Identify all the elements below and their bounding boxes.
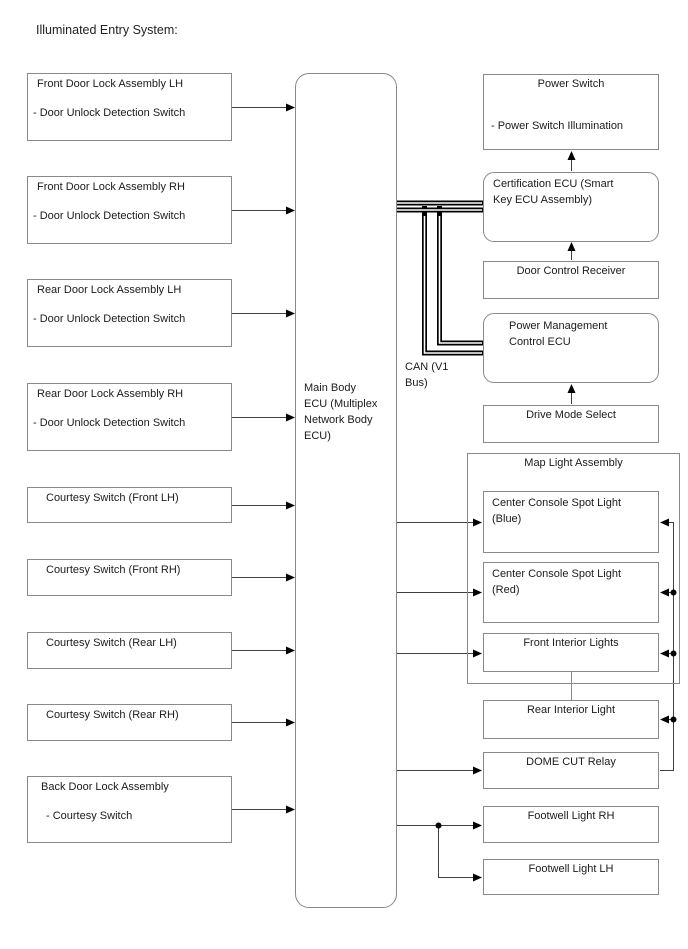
node-rear-interior-light (483, 700, 659, 739)
node-power-switch (483, 74, 659, 150)
node-subitem: - Power Switch Illumination (491, 120, 624, 132)
node-front-interior-lights (483, 633, 659, 672)
node-title-line: Power Management (509, 320, 608, 332)
node-title: Front Door Lock Assembly RH (37, 181, 185, 193)
node-power-management-control-ecu (483, 313, 659, 383)
node-title: Courtesy Switch (Front LH) (46, 492, 179, 504)
node-center-console-spot-light-blue (483, 491, 659, 553)
page-title: Illuminated Entry System: (36, 23, 178, 37)
node-subitem: - Door Unlock Detection Switch (33, 417, 186, 429)
node-title: Door Control Receiver (516, 265, 626, 277)
node-subitem: - Courtesy Switch (46, 810, 133, 822)
node-title: Back Door Lock Assembly (41, 781, 169, 793)
main-ecu-line: Network Body (304, 414, 373, 426)
node-title: DOME CUT Relay (526, 756, 616, 768)
node-subitem: - Door Unlock Detection Switch (33, 107, 186, 119)
node-title: Rear Interior Light (526, 704, 616, 716)
node-door-control-receiver (483, 261, 659, 299)
node-dome-cut-relay (483, 752, 659, 789)
node-courtesy-switch-front-rh (27, 559, 232, 596)
main-body-ecu-label (304, 380, 377, 444)
main-ecu-line: ECU) (304, 430, 331, 442)
node-title: Footwell Light RH (527, 810, 615, 822)
node-title-line: (Blue) (492, 513, 522, 525)
main-ecu-line: ECU (Multiplex (304, 398, 378, 410)
node-title: Courtesy Switch (Rear LH) (46, 637, 177, 649)
node-rear-door-lock-assembly-rh (27, 383, 232, 451)
node-front-door-lock-assembly-rh (27, 176, 232, 244)
node-title-line: Control ECU (509, 336, 571, 348)
node-title-line: (Red) (492, 584, 520, 596)
node-courtesy-switch-rear-rh (27, 704, 232, 741)
node-title: Front Door Lock Assembly LH (37, 78, 184, 90)
node-footwell-light-rh (483, 806, 659, 843)
node-title-line: Certification ECU (Smart (493, 178, 614, 190)
node-title: Rear Door Lock Assembly RH (37, 388, 184, 400)
node-subitem: - Door Unlock Detection Switch (33, 313, 186, 325)
can-bus-label (405, 359, 448, 391)
node-title: Drive Mode Select (526, 409, 616, 421)
node-center-console-spot-light-red (483, 562, 659, 623)
node-title: Rear Door Lock Assembly LH (37, 284, 182, 296)
node-certification-ecu (483, 172, 659, 242)
node-title: Courtesy Switch (Rear RH) (46, 709, 179, 721)
node-title: Power Switch (537, 78, 605, 90)
group-title: Map Light Assembly (524, 457, 623, 469)
can-label-line: CAN (V1 (405, 361, 449, 373)
node-main-body-ecu (295, 73, 397, 908)
main-ecu-line: Main Body (304, 382, 356, 394)
node-rear-door-lock-assembly-lh (27, 279, 232, 347)
node-title-line: Key ECU Assembly) (493, 194, 593, 206)
node-courtesy-switch-rear-lh (27, 632, 232, 669)
node-back-door-lock-assembly (27, 776, 232, 843)
left-input-arrows (232, 108, 294, 810)
can-bus (397, 203, 483, 353)
node-title-line: Center Console Spot Light (492, 568, 622, 580)
node-title: Footwell Light LH (528, 863, 614, 875)
can-label-line: Bus) (405, 377, 428, 389)
node-footwell-light-lh (483, 859, 659, 895)
node-subitem: - Door Unlock Detection Switch (33, 210, 186, 222)
node-title: Front Interior Lights (523, 637, 619, 649)
node-courtesy-switch-front-lh (27, 487, 232, 523)
node-title: Courtesy Switch (Front RH) (46, 564, 181, 576)
node-drive-mode-select (483, 405, 659, 443)
node-title-line: Center Console Spot Light (492, 497, 622, 509)
node-front-door-lock-assembly-lh (27, 73, 232, 141)
